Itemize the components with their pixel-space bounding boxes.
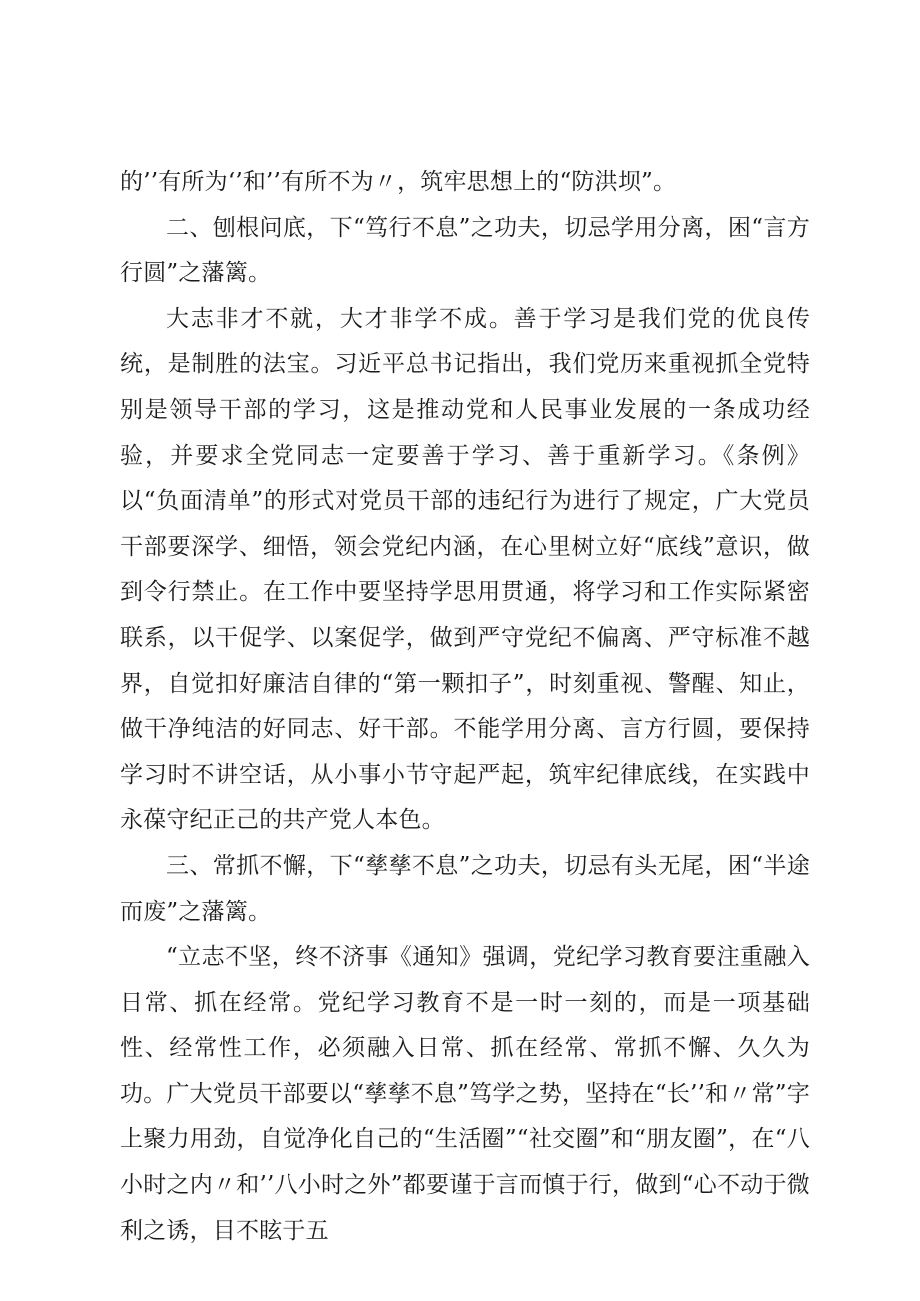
document-body [120, 160, 810, 1254]
paragraph-continuation: 的’’有所为‘’和’’有所不为〃，筑牢思想上的“防洪坝”。 [120, 169, 677, 195]
section-heading-three: 三、常抓不懈，下“孳孳不息”之功夫，切忌有头无尾，困“半途而废”之藩篱。 [120, 852, 810, 925]
paragraph-body-three: “立志不坚，终不济事《通知》强调，党纪学习教育要注重融入日常、抓在经常。党纪学习教育不是一时一刻的，而是一项基础性、经常性工作，必须融入日常、抓在经常、常抓不懈、久久为功。广大党员干部要以“孳孳不息”笃学之势，坚持在“长’’和〃常”字上聚力用劲，自觉净化自己的“生活圈”“社交圈”和“朋友圈”，在“八小时之内〃和’’八小时之外”都要谨于言而慎于行，做到“心不动于微利之诱，目不眩于五 [120, 944, 810, 1244]
section-heading-two: 二、刨根问底，下“笃行不息”之功夫，切忌学用分离，困“言方行圆”之藩篱。 [120, 214, 810, 287]
paragraph-body-two: 大志非才不就，大才非学不成。善于学习是我们党的优良传统，是制胜的法宝。习近平总书记指出，我们党历来重视抓全党特别是领导干部的学习，这是推动党和人民事业发展的一条成功经验，并要求全党同志一定要善于学习、善于重新学习。《条例》以“负面清单”的形式对党员干部的违纪行为进行了规定，广大党员干部要深学、细悟，领会党纪内涵，在心里树立好“底线”意识，做到令行禁止。在工作中要坚持学思用贯通，将学习和工作实际紧密联系，以干促学、以案促学，做到严守党纪不偏离、严守标准不越界，自觉扣好廉洁自律的“第一颗扣子”，时刻重视、警醒、知止，做干净纯洁的好同志、好干部。不能学用分离、言方行圆，要保持学习时不讲空话，从小事小节守起严起，筑牢纪律底线，在实践中永葆守纪正己的共产党人本色。 [120, 305, 810, 834]
